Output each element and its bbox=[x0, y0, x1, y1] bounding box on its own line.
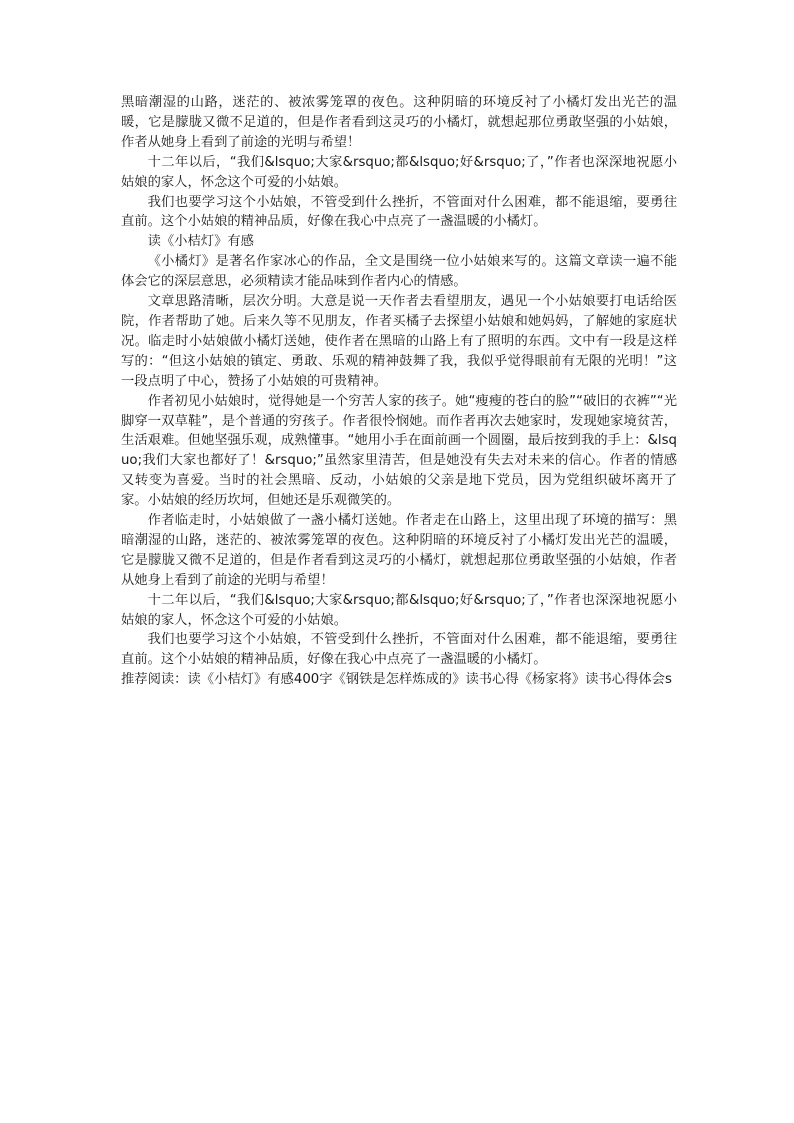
paragraph-5: 文章思路清晰，层次分明。大意是说一天作者去看望朋友，遇见一个小姑娘要打电话给医院，作者帮助了她。后来久等不见朋友，作者买橘子去探望小姑娘和她妈妈，了解她的家庭状况。临走时小姑娘做小橘灯送她，使作者在黑暗的山路上有了照明的东西。文中有一段是这样写的：“但这小姑娘的镇定、勇敢、乐观的精神鼓舞了我，我似乎觉得眼前有无限的光明！”这一段点明了中心，赞扬了小姑娘的可贵精神。 bbox=[121, 294, 677, 389]
document-body bbox=[121, 93, 677, 690]
paragraph-3: 我们也要学习这个小姑娘，不管受到什么挫折，不管面对什么困难，都不能退缩，要勇往直前。这个小姑娘的精神品质，好像在我心中点亮了一盏温暖的小橘灯。 bbox=[121, 194, 677, 230]
paragraph-4: 《小橘灯》是著名作家冰心的作品，全文是围绕一位小姑娘来写的。这篇文章读一遍不能体会它的深层意思，必须精读才能品味到作者内心的情感。 bbox=[121, 254, 677, 290]
article-heading: 读《小桔灯》有感 bbox=[147, 234, 254, 250]
paragraph-6: 作者初见小姑娘时，觉得她是一个穷苦人家的孩子。她“瘦瘦的苍白的脸”“破旧的衣裤”“光脚穿一双草鞋”，是个普通的穷孩子。作者很怜悯她。而作者再次去她家时，发现她家境贫苦，生活艰难。但她坚强乐观，成熟懂事。“她用小手在面前画一个圆圈，最后按到我的手上：&lsquo;我们大家也都好了！&rsquo;”虽然家里清苦，但是她没有失去对未来的信心。作者的情感又转变为喜爱。当时的社会黑暗、反动，小姑娘的父亲是地下党员，因为党组织破坏离开了家。小姑娘的经历坎坷，但她还是乐观微笑的。 bbox=[121, 393, 677, 509]
paragraph-2: 十二年以后，“我们&lsquo;大家&rsquo;都&lsquo;好&rsquo;了，”作者也深深地祝愿小姑娘的家人，怀念这个可爱的小姑娘。 bbox=[121, 154, 677, 190]
paragraph-7: 作者临走时，小姑娘做了一盏小橘灯送她。作者走在山路上，这里出现了环境的描写：黑暗潮湿的山路，迷茫的、被浓雾笼罩的夜色。这种阴暗的环境反衬了小橘灯发出光芒的温暖，它是朦胧又微不足道的，但是作者看到这灵巧的小橘灯，就想起那位勇敢坚强的小姑娘，作者从她身上看到了前途的光明与希望！ bbox=[121, 513, 677, 588]
recommended-reading: 推荐阅读：读《小桔灯》有感400字《钢铁是怎样炼成的》读书心得《杨家将》读书心得体会s bbox=[121, 672, 672, 688]
paragraph-9: 我们也要学习这个小姑娘，不管受到什么挫折，不管面对什么困难，都不能退缩，要勇往直前。这个小姑娘的精神品质，好像在我心中点亮了一盏温暖的小橘灯。 bbox=[121, 632, 677, 668]
paragraph-8: 十二年以后，“我们&lsquo;大家&rsquo;都&lsquo;好&rsquo;了，”作者也深深地祝愿小姑娘的家人，怀念这个可爱的小姑娘。 bbox=[121, 592, 677, 628]
paragraph-1: 黑暗潮湿的山路，迷茫的、被浓雾笼罩的夜色。这种阴暗的环境反衬了小橘灯发出光芒的温暖，它是朦胧又微不足道的，但是作者看到这灵巧的小橘灯，就想起那位勇敢坚强的小姑娘，作者从她身上看到了前途的光明与希望！ bbox=[121, 95, 677, 150]
